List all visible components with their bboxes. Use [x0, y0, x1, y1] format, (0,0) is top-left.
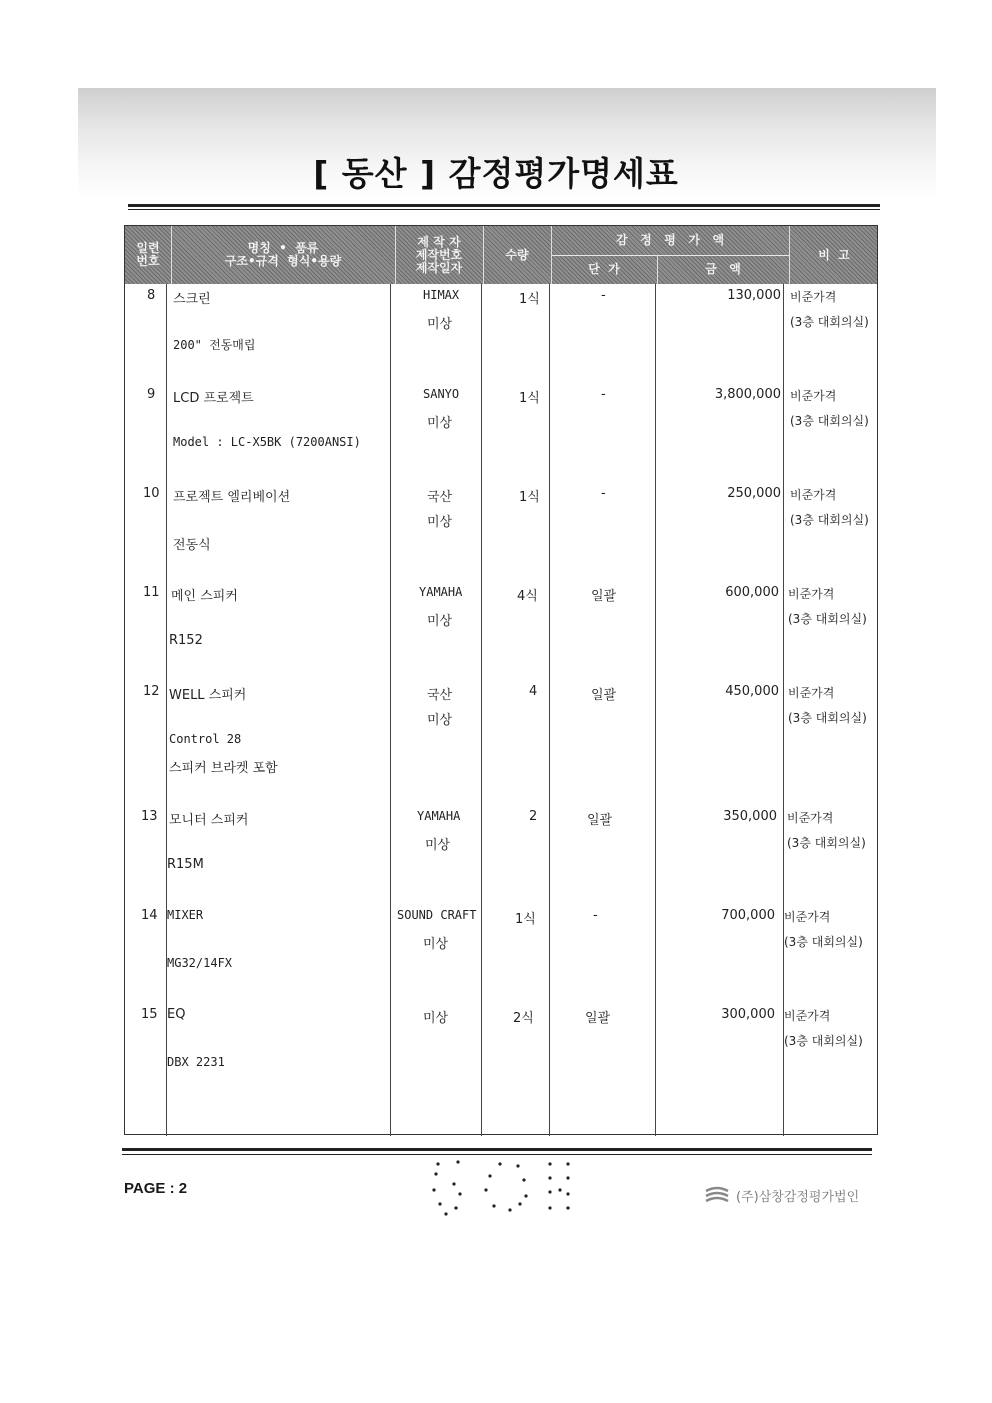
row-name: 스크린: [173, 292, 211, 307]
row-spec: MG32/14FX: [167, 956, 233, 970]
col-divider: [481, 284, 482, 1136]
header-col-divider: [171, 226, 172, 284]
row-maker: SOUND CRAFT: [397, 908, 477, 922]
header-divider: [551, 255, 789, 256]
header-col-divider: [551, 226, 552, 284]
row-spec: 200" 전동매립: [173, 338, 256, 352]
row-remark-location: (3층 대회의실): [788, 711, 867, 725]
row-amount: 250,000: [727, 486, 781, 501]
row-maker-sub: 미상: [423, 937, 449, 952]
row-remark: 비준가격: [788, 587, 835, 601]
title-rule: [128, 204, 880, 207]
row-unit-price: -: [601, 486, 606, 501]
document-title: [ 동산 ] 감정평가명세표: [313, 154, 679, 193]
footer-rule-thin: [122, 1154, 872, 1155]
row-no: 12: [143, 684, 160, 699]
row-amount: 3,800,000: [714, 387, 781, 402]
row-amount: 700,000: [721, 908, 775, 923]
row-maker-sub: 미상: [427, 317, 453, 332]
row-maker-sub: 미상: [427, 713, 453, 728]
row-unit-price: 일괄: [585, 1011, 611, 1026]
footer-rule: [122, 1148, 872, 1151]
header-col-divider: [657, 255, 658, 284]
row-maker-sub: 미상: [427, 416, 453, 431]
row-amount: 300,000: [721, 1007, 775, 1022]
row-remark: 비준가격: [784, 1009, 831, 1023]
row-spec: DBX 2231: [167, 1055, 225, 1069]
row-qty: 2식: [513, 1011, 534, 1026]
header-unit-price: 단 가: [588, 262, 620, 276]
row-no: 15: [141, 1007, 158, 1022]
row-qty: 2: [529, 809, 538, 824]
row-remark-location: (3층 대회의실): [784, 935, 863, 949]
row-remark-location: (3층 대회의실): [790, 315, 869, 329]
row-remark-location: (3층 대회의실): [790, 414, 869, 428]
row-spec: R15M: [167, 857, 204, 872]
row-no: 10: [143, 486, 160, 501]
page-number: PAGE : 2: [124, 1180, 188, 1197]
row-unit-price: -: [601, 387, 606, 402]
header-col-divider: [789, 226, 790, 284]
row-remark-location: (3층 대회의실): [788, 612, 867, 626]
row-amount: 350,000: [723, 809, 777, 824]
row-amount: 130,000: [727, 288, 781, 303]
row-qty: 1식: [519, 292, 540, 307]
row-name: LCD 프로젝트: [173, 391, 254, 406]
title-rule-thin: [128, 209, 880, 210]
col-divider: [549, 284, 550, 1136]
row-name: 메인 스피커: [171, 589, 238, 604]
row-qty: 1식: [519, 391, 540, 406]
row-amount: 600,000: [725, 585, 779, 600]
row-unit-price: 일괄: [591, 688, 617, 703]
row-no: 11: [143, 585, 160, 600]
row-maker-sub: 미상: [427, 614, 453, 629]
company-name: (주)삼창감정평가법인: [736, 1189, 860, 1205]
header-amount: 금 액: [705, 262, 741, 276]
row-no: 8: [147, 288, 156, 303]
row-remark: 비준가격: [784, 910, 831, 924]
row-maker: 미상: [423, 1011, 449, 1026]
company-footer: [704, 1185, 859, 1205]
row-name: 모니터 스피커: [169, 813, 249, 828]
row-maker: YAMAHA: [419, 585, 463, 599]
row-spec-extra: 스피커 브라켓 포함: [169, 761, 278, 776]
appraisal-table: [124, 225, 878, 1135]
row-remark: 비준가격: [790, 488, 837, 502]
col-divider: [655, 284, 656, 1136]
row-remark-location: (3층 대회의실): [784, 1034, 863, 1048]
row-no: 13: [141, 809, 158, 824]
row-maker-sub: 미상: [427, 515, 453, 530]
header-maker: 제 작 자 제작번호 제작일자: [415, 234, 463, 275]
row-remark: 비준가격: [790, 389, 837, 403]
table-header: [125, 226, 877, 284]
row-remark: 비준가격: [787, 811, 834, 825]
row-remark: 비준가격: [788, 686, 835, 700]
row-name: MIXER: [167, 908, 204, 922]
row-unit-price: -: [593, 908, 598, 923]
row-maker: SANYO: [423, 387, 460, 401]
row-name: WELL 스피커: [169, 688, 247, 703]
row-remark: 비준가격: [790, 290, 837, 304]
header-col-divider: [395, 226, 396, 284]
row-unit-price: 일괄: [591, 589, 617, 604]
row-remark-location: (3층 대회의실): [790, 513, 869, 527]
company-logo-icon: [704, 1185, 730, 1205]
header-appraisal: 감 정 평 가 액: [615, 233, 725, 247]
row-qty: 4식: [517, 589, 538, 604]
row-name: EQ: [167, 1007, 186, 1022]
perforation-mark: [430, 1160, 580, 1216]
header-remarks: 비 고: [818, 247, 850, 262]
row-unit-price: 일괄: [587, 813, 613, 828]
row-remark-location: (3층 대회의실): [787, 836, 866, 850]
row-spec: 전동식: [173, 538, 211, 553]
row-maker: HIMAX: [423, 288, 460, 302]
row-qty: 1식: [515, 912, 536, 927]
row-maker-sub: 미상: [425, 838, 451, 853]
row-qty: 4: [529, 684, 538, 699]
row-spec: Model : LC-X5BK (7200ANSI): [173, 435, 361, 449]
row-spec: R152: [169, 633, 203, 648]
row-unit-price: -: [601, 288, 606, 303]
row-maker: 국산: [427, 490, 453, 505]
col-divider: [390, 284, 391, 1136]
row-maker: 국산: [427, 688, 453, 703]
row-no: 14: [141, 908, 158, 923]
header-no: 일련 번호: [136, 241, 160, 268]
row-maker: YAMAHA: [417, 809, 461, 823]
row-no: 9: [147, 387, 156, 402]
row-spec: Control 28: [169, 732, 242, 746]
header-col-divider: [483, 226, 484, 284]
row-amount: 450,000: [725, 684, 779, 699]
header-qty: 수량: [505, 247, 529, 262]
row-qty: 1식: [519, 490, 540, 505]
header-name: 명칭 • 품류 구조•규격 형식•용량: [224, 241, 342, 268]
row-name: 프로젝트 엘리베이션: [173, 490, 291, 505]
